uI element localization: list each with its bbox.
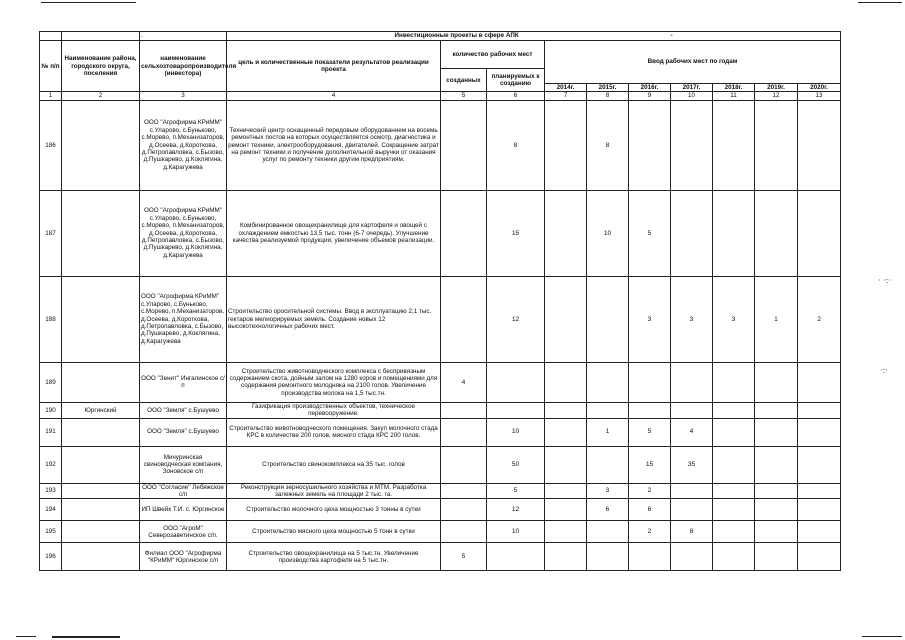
row-year-2019	[755, 190, 798, 276]
table-row	[40, 276, 841, 362]
table-row	[40, 402, 841, 418]
row-jobs-created: 5	[441, 543, 487, 571]
table-row	[40, 483, 841, 499]
row-number: 189	[40, 362, 62, 402]
row-district	[62, 100, 140, 190]
row-jobs-created	[441, 483, 487, 499]
column-number: 4	[227, 92, 441, 100]
row-year-2020	[798, 402, 841, 418]
row-year-2016	[629, 402, 671, 418]
row-jobs-planned: 12	[487, 276, 545, 362]
row-year-2016: 2	[629, 521, 671, 543]
row-goal: Строительство свинокомплекса на 35 тыс. голов	[227, 446, 441, 483]
row-jobs-created	[441, 276, 487, 362]
row-year-2016: 2	[629, 483, 671, 499]
row-jobs-created	[441, 499, 487, 521]
row-year-2016: 5	[629, 190, 671, 276]
row-producer: ООО "Зенит" Ингалинское с/п	[140, 362, 227, 402]
row-year-2014	[545, 483, 587, 499]
row-district	[62, 276, 140, 362]
row-year-2015	[587, 521, 629, 543]
row-year-2014	[545, 362, 587, 402]
row-year-2018	[713, 543, 755, 571]
row-year-2018	[713, 521, 755, 543]
row-year-2017: 4	[671, 418, 713, 446]
row-producer: ООО "Агрофирма КРиММ" с.Уларово, с.Буньково, с.Морево, п.Механизаторов, д.Осеева, д.Короткова, д.Петропавловка, с.Бызово, д.Пушкарево, д.Коклягина, д.Карагужева	[140, 276, 227, 362]
row-year-2016	[629, 100, 671, 190]
row-producer: Филиал ООО "Агрофирма "КРиММ" Юргинское с/п	[140, 543, 227, 571]
table-row	[40, 418, 841, 446]
header-jobs-planned: планируемых к созданию	[487, 69, 545, 92]
row-producer: ООО "Согласие" Лебяжское с/п	[140, 483, 227, 499]
row-number: 192	[40, 446, 62, 483]
row-year-2020: 2	[798, 276, 841, 362]
row-year-2015: 3	[587, 483, 629, 499]
row-year-2016	[629, 543, 671, 571]
row-jobs-planned	[487, 362, 545, 402]
column-number: 11	[713, 92, 755, 100]
row-jobs-planned: 5	[487, 483, 545, 499]
row-year-2016: 5	[629, 418, 671, 446]
row-year-2020	[798, 521, 841, 543]
row-jobs-planned	[487, 402, 545, 418]
row-district	[62, 446, 140, 483]
column-number: 1	[40, 92, 62, 100]
column-number: 10	[671, 92, 713, 100]
table-body	[40, 100, 841, 571]
row-year-2017: 35	[671, 446, 713, 483]
row-year-2014	[545, 402, 587, 418]
row-goal: Строительство мясного цеха мощностью 5 тонн в сутки	[227, 521, 441, 543]
table-row	[40, 521, 841, 543]
row-goal: Строительство животноводческого помещения. Закуп молочного стада КРС в количестве 200 голов, мясного стада КРС 200 голов.	[227, 418, 441, 446]
row-year-2020	[798, 446, 841, 483]
row-producer: ООО "Земля" с.Бушуево	[140, 402, 227, 418]
row-number: 187	[40, 190, 62, 276]
row-year-2014	[545, 100, 587, 190]
row-year-2017	[671, 499, 713, 521]
row-jobs-planned: 8	[487, 100, 545, 190]
row-producer: ООО "Агрофирма КРиММ" с.Уларово, с.Буньково, с.Морево, п.Механизаторов, д.Осеева, д.Короткова, д.Петропавловка, с.Бызово, д.Пушкарево, д.Коклягина, д.Карагужева	[140, 100, 227, 190]
row-year-2020	[798, 190, 841, 276]
row-goal: Технический центр оснащенный передовым оборудованием на восемь ремонтных постов на которых осуществляется осмотр, диагностика и ремонт техники, электрооборудования, двигателей. Сокращение затрат на ремонт техники и получение дополнительной выручки от оказания услуг по ремонту техники другим предприятиям.	[227, 100, 441, 190]
row-number: 190	[40, 402, 62, 418]
row-year-2020	[798, 362, 841, 402]
scan-bottom-rule-mid	[52, 636, 120, 638]
row-year-2017	[671, 402, 713, 418]
row-year-2016: 3	[629, 276, 671, 362]
row-district	[62, 418, 140, 446]
header-year-2019: 2019г.	[755, 84, 798, 92]
row-year-2016: 6	[629, 499, 671, 521]
row-year-2017	[671, 362, 713, 402]
row-year-2019	[755, 100, 798, 190]
row-year-2018	[713, 499, 755, 521]
row-goal: Строительство оросительной системы. Ввод в эксплуатацию 2,1 тыс. гектаров мелиорируемых земель. Создание новых 12 высокотехнологичных рабочих мест.	[227, 276, 441, 362]
header-jobs-created: созданных	[441, 69, 487, 92]
margin-mark-2: ·:·	[880, 366, 888, 375]
row-year-2017	[671, 543, 713, 571]
scan-top-rule-right	[858, 2, 902, 3]
row-jobs-created	[441, 418, 487, 446]
row-year-2014	[545, 521, 587, 543]
header-year-2015: 2015г.	[587, 84, 629, 92]
row-year-2014	[545, 418, 587, 446]
row-jobs-planned: 50	[487, 446, 545, 483]
row-jobs-planned	[487, 543, 545, 571]
row-year-2018	[713, 446, 755, 483]
row-year-2020	[798, 499, 841, 521]
row-year-2015	[587, 362, 629, 402]
row-year-2019: 1	[755, 276, 798, 362]
table-row	[40, 100, 841, 190]
row-year-2020	[798, 418, 841, 446]
column-number: 12	[755, 92, 798, 100]
column-number: 5	[441, 92, 487, 100]
column-number: 9	[629, 92, 671, 100]
row-year-2019	[755, 446, 798, 483]
row-year-2019	[755, 543, 798, 571]
row-number: 186	[40, 100, 62, 190]
row-district: Юргинский	[62, 402, 140, 418]
row-year-2015	[587, 276, 629, 362]
table-title	[227, 32, 841, 41]
row-number: 188	[40, 276, 62, 362]
row-number: 196	[40, 543, 62, 571]
investment-projects-table	[39, 31, 841, 571]
row-year-2015: 10	[587, 190, 629, 276]
row-year-2019	[755, 499, 798, 521]
column-number: 8	[587, 92, 629, 100]
row-year-2019	[755, 483, 798, 499]
header-jobs-by-year: Ввод рабочих мест по годам	[545, 41, 841, 84]
row-year-2015: 1	[587, 418, 629, 446]
row-jobs-planned: 10	[487, 418, 545, 446]
row-year-2015: 8	[587, 100, 629, 190]
row-year-2018	[713, 483, 755, 499]
row-jobs-created: 4	[441, 362, 487, 402]
row-jobs-created	[441, 190, 487, 276]
row-year-2014	[545, 543, 587, 571]
row-district	[62, 483, 140, 499]
header-no: № п/п	[40, 41, 62, 92]
scan-bottom-rule-left	[16, 636, 36, 637]
row-year-2020	[798, 100, 841, 190]
row-year-2018	[713, 100, 755, 190]
row-jobs-planned: 10	[487, 521, 545, 543]
row-year-2015	[587, 402, 629, 418]
row-year-2019	[755, 521, 798, 543]
header-year-2017: 2017г.	[671, 84, 713, 92]
table-row	[40, 446, 841, 483]
table-row	[40, 543, 841, 571]
table-title-text: Инвестиционные проекты в сфере АПК	[394, 32, 519, 40]
header-jobs-count: количество рабочих мест	[441, 41, 545, 69]
column-number: 7	[545, 92, 587, 100]
row-year-2014	[545, 190, 587, 276]
row-year-2018	[713, 418, 755, 446]
row-year-2019	[755, 402, 798, 418]
row-jobs-planned: 12	[487, 499, 545, 521]
row-year-2018	[713, 190, 755, 276]
row-year-2014	[545, 499, 587, 521]
row-number: 193	[40, 483, 62, 499]
row-goal: Комбинированное овощехранилище для картофеля и овощей с охлаждением емкостью 13,5 тыс. тонн (6-7 очередь). Улучшение качества реализуемой продукции, увеличение объемов реализации.	[227, 190, 441, 276]
row-producer: ИП Швейк Т.И. с. Юргинское	[140, 499, 227, 521]
row-district	[62, 521, 140, 543]
row-year-2018: 3	[713, 276, 755, 362]
row-goal: Реконструкция зерносушильного хозяйства и МТМ. Разработка залежных земель на площади 2 тыс. га.	[227, 483, 441, 499]
row-producer: ООО "Земля" с.Бушуево	[140, 418, 227, 446]
row-year-2017	[671, 100, 713, 190]
row-producer: ООО "АгроМ" Северозаветинское с/п.	[140, 521, 227, 543]
row-year-2015: 6	[587, 499, 629, 521]
row-year-2018	[713, 362, 755, 402]
row-number: 194	[40, 499, 62, 521]
row-goal: Строительство овощехранилища на 5 тыс.тн. Увеличение производства картофеля на 5 тыс.тн.	[227, 543, 441, 571]
column-number: 2	[62, 92, 140, 100]
header-empty-1	[40, 32, 62, 41]
row-district	[62, 499, 140, 521]
header-goal: цель и количественные показатели результатов реализации проекта	[227, 41, 441, 92]
row-number: 195	[40, 521, 62, 543]
row-goal: Строительство молочного цеха мощностью 3 тонны в сутки	[227, 499, 441, 521]
row-district	[62, 362, 140, 402]
row-year-2020	[798, 543, 841, 571]
table-row	[40, 190, 841, 276]
row-year-2016: 15	[629, 446, 671, 483]
row-jobs-created	[441, 100, 487, 190]
row-year-2016	[629, 362, 671, 402]
row-year-2020	[798, 483, 841, 499]
header-year-2020: 2020г.	[798, 84, 841, 92]
row-producer: Мичуринская свиноводческая компания, Зоновское с/п	[140, 446, 227, 483]
row-district	[62, 543, 140, 571]
row-year-2019	[755, 362, 798, 402]
column-number: 13	[798, 92, 841, 100]
table-row	[40, 362, 841, 402]
header-year-2016: 2016г.	[629, 84, 671, 92]
header-dot-1: .	[140, 32, 227, 41]
table-row	[40, 499, 841, 521]
row-jobs-planned: 15	[487, 190, 545, 276]
header-dot-2: -	[670, 32, 673, 40]
row-district	[62, 190, 140, 276]
row-jobs-created	[441, 402, 487, 418]
row-year-2014	[545, 446, 587, 483]
column-number: 6	[487, 92, 545, 100]
row-year-2015	[587, 543, 629, 571]
header-year-2014: 2014г.	[545, 84, 587, 92]
header-producer: наименование сельхозтоваропроизводителя (инвестора)	[140, 41, 227, 92]
column-number: 3	[140, 92, 227, 100]
row-year-2017: 8	[671, 521, 713, 543]
row-goal: Строительство животноводческого комплекса с беспривязным содержанием скота, дойным залом на 1280 коров и помещениями для содержания ремонтного молодняка на 2100 голов. Увеличение производства молока на 1,5 тыс.тн.	[227, 362, 441, 402]
header-year-2018: 2018г.	[713, 84, 755, 92]
row-year-2017: 3	[671, 276, 713, 362]
scan-bottom-rule-right	[862, 636, 902, 637]
column-number-row	[40, 92, 841, 100]
row-goal: Газификация производственных объектов, техническое перевооружение.	[227, 402, 441, 418]
row-year-2019	[755, 418, 798, 446]
row-number: 191	[40, 418, 62, 446]
row-year-2017	[671, 190, 713, 276]
row-year-2015	[587, 446, 629, 483]
row-year-2018	[713, 402, 755, 418]
header-empty-2	[62, 32, 140, 41]
row-year-2017	[671, 483, 713, 499]
margin-mark-1: · ·:·	[878, 276, 891, 285]
row-jobs-created	[441, 521, 487, 543]
header-district: Наименование района, городского округа, поселения	[62, 41, 140, 92]
scan-top-rule-left	[41, 2, 136, 3]
row-producer: ООО "Агрофирма КРиММ" с.Уларово, с.Буньково, с.Морево, п.Механизаторов, д.Осеева, д.Короткова, д.Петропавловка, с.Бызово, д.Пушкарево, д.Коклягина, д.Карагужева	[140, 190, 227, 276]
row-year-2014	[545, 276, 587, 362]
row-jobs-created	[441, 446, 487, 483]
